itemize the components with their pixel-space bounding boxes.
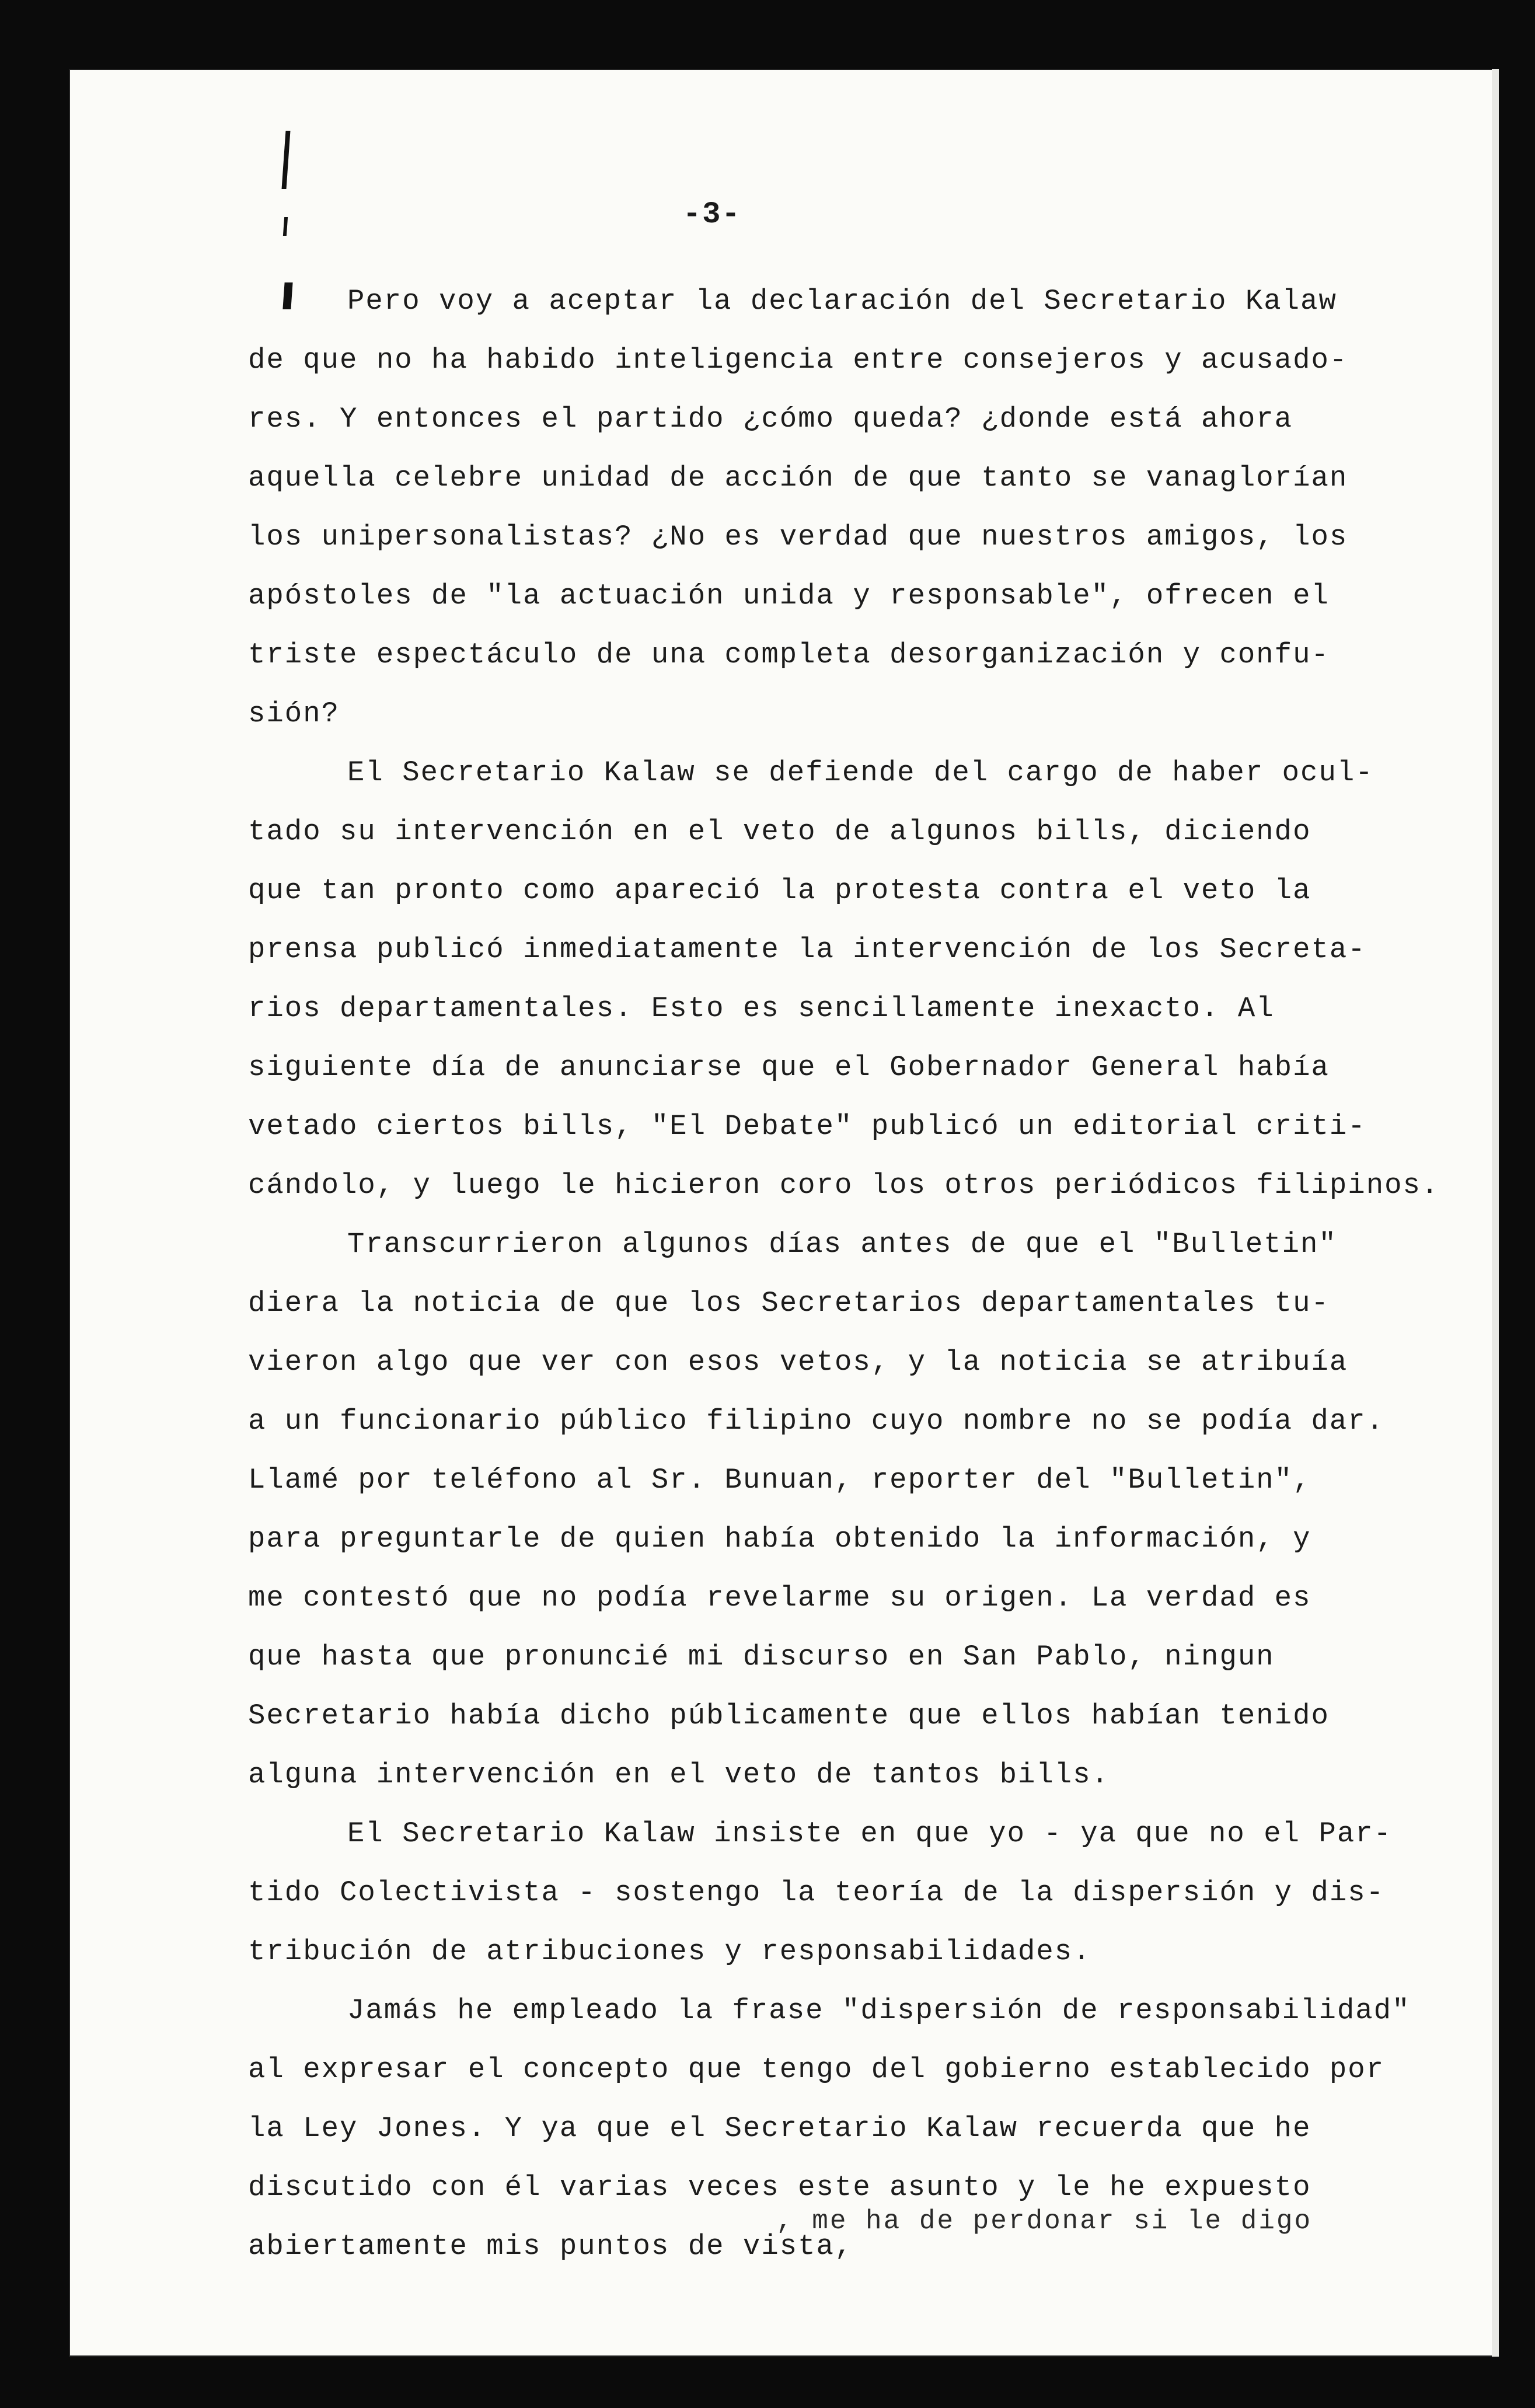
- text-line: triste espectáculo de una completa desorganización y confu-: [248, 638, 1330, 671]
- text-line: de que no ha habido inteligencia entre consejeros y acusado-: [248, 344, 1348, 376]
- text-line: vieron algo que ver con esos vetos, y la noticia se atribuía: [248, 1346, 1348, 1379]
- text-line: que hasta que pronuncié mi discurso en San Pablo, ningun: [248, 1641, 1275, 1673]
- text-line: para preguntarle de quien había obtenido la información, y: [248, 1523, 1311, 1555]
- text-line: Pero voy a aceptar la declaración del Secretario Kalaw: [347, 285, 1337, 317]
- interlinear-note: , me ha de perdonar si le digo: [776, 2206, 1313, 2236]
- text-line: me contestó que no podía revelarme su origen. La verdad es: [248, 1582, 1311, 1614]
- text-line: discutido con él varias veces este asunto y le he expuesto: [248, 2171, 1311, 2204]
- paragraph-2: [248, 744, 1440, 1215]
- text-line: El Secretario Kalaw insiste en que yo - ya que no el Par-: [347, 1817, 1393, 1850]
- text-line: sión?: [248, 697, 340, 730]
- text-line: al expresar el concepto que tengo del gobierno establecido por: [248, 2053, 1385, 2086]
- paragraph-1: [248, 272, 1357, 744]
- text-line: los unipersonalistas? ¿No es verdad que nuestros amigos, los: [248, 521, 1348, 553]
- text-line: siguiente día de anunciarse que el Gobernador General había: [248, 1051, 1330, 1084]
- text-line: Llamé por teléfono al Sr. Bunuan, reporter del "Bulletin",: [248, 1464, 1311, 1496]
- text-line: alguna intervención en el veto de tantos bills.: [248, 1758, 1110, 1791]
- text-line: El Secretario Kalaw se defiende del cargo de haber ocul-: [347, 756, 1374, 789]
- text-line: Jamás he empleado la frase "dispersión de responsabilidad": [347, 1994, 1411, 2027]
- document-body: [248, 272, 1440, 2276]
- text-line: a un funcionario público filipino cuyo nombre no se podía dar.: [248, 1405, 1385, 1437]
- text-line: tido Colectivista - sostengo la teoría de la dispersión y dis-: [248, 1876, 1385, 1909]
- text-line: vetado ciertos bills, "El Debate" publicó un editorial criti-: [248, 1110, 1366, 1143]
- text-line: diera la noticia de que los Secretarios departamentales tu-: [248, 1287, 1330, 1320]
- text-line: Secretario había dicho públicamente que ellos habían tenido: [248, 1699, 1330, 1732]
- page-number: -3-: [683, 197, 741, 232]
- text-line: res. Y entonces el partido ¿cómo queda? ¿donde está ahora: [248, 403, 1293, 435]
- text-line: aquella celebre unidad de acción de que tanto se vanaglorían: [248, 462, 1348, 494]
- text-line: prensa publicó inmediatamente la intervención de los Secreta-: [248, 933, 1366, 966]
- text-line: abiertamente mis puntos de vista,: [248, 2230, 853, 2263]
- text-line: rios departamentales. Esto es sencillamente inexacto. Al: [248, 992, 1275, 1025]
- text-line: cándolo, y luego le hicieron coro los otros periódicos filipinos.: [248, 1169, 1440, 1202]
- paragraph-3: [248, 1215, 1385, 1805]
- text-line: tribución de atribuciones y responsabilidades.: [248, 1935, 1091, 1968]
- paragraph-4: [248, 1805, 1393, 1981]
- text-line: que tan pronto como apareció la protesta contra el veto la: [248, 874, 1311, 907]
- text-line: Transcurrieron algunos días antes de que el "Bulletin": [347, 1228, 1337, 1261]
- text-line: tado su intervención en el veto de algunos bills, diciendo: [248, 815, 1311, 848]
- text-line: la Ley Jones. Y ya que el Secretario Kalaw recuerda que he: [248, 2112, 1311, 2145]
- text-line: apóstoles de "la actuación unida y responsable", ofrecen el: [248, 580, 1330, 612]
